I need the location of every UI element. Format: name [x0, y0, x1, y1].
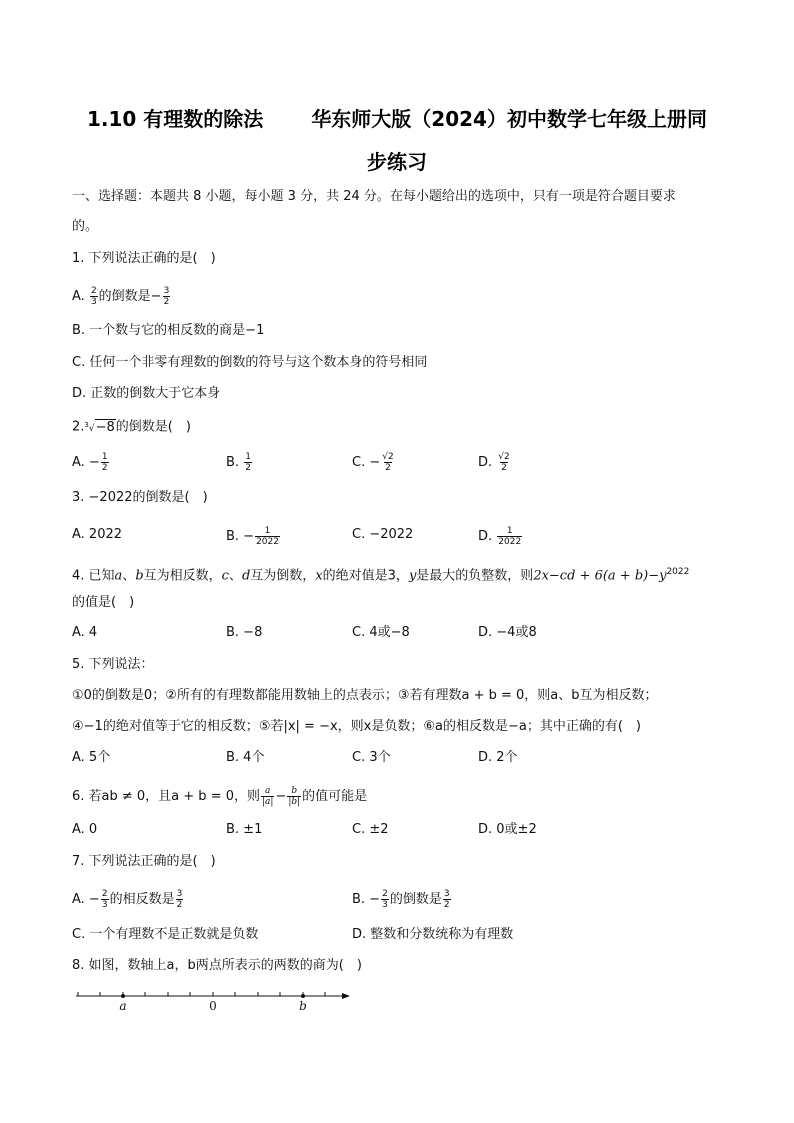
question-1-option-d: D. 正数的倒数大于它本身 — [72, 386, 221, 401]
question-2-option-c — [352, 452, 396, 473]
fraction — [497, 526, 522, 547]
root-index: 3 — [84, 421, 89, 429]
fraction — [176, 889, 184, 910]
question-6-option-b: B. ±1 — [226, 822, 263, 837]
question-text: 的绝对值是3， — [322, 568, 409, 584]
fraction — [497, 452, 510, 473]
numerator: 3 — [163, 286, 170, 296]
fraction — [255, 526, 280, 547]
denominator: 2 — [443, 900, 450, 910]
question-7-option-c: C. 一个有理数不是正数就是负数 — [72, 927, 259, 942]
fraction — [90, 286, 98, 307]
exponent: 2022 — [666, 567, 690, 577]
numerator: 1 — [101, 452, 108, 462]
radicand: −8 — [95, 420, 115, 435]
option-text: 的倒数是 — [389, 892, 442, 907]
question-text: 的值可能是 — [302, 789, 368, 804]
option-label: D. — [478, 529, 497, 544]
fraction — [101, 889, 109, 910]
question-text: 互为相反数， — [143, 568, 222, 584]
question-7-option-d: D. 整数和分数统称为有理数 — [352, 927, 514, 942]
option-text: 的倒数是− — [98, 289, 162, 304]
number-line-figure — [72, 986, 362, 1016]
minus-sign: − — [275, 789, 287, 804]
denominator: 3 — [90, 297, 97, 307]
denominator: 2022 — [498, 537, 522, 547]
denominator: 2 — [245, 463, 251, 473]
page-title-continued: 步练习 — [367, 150, 427, 174]
question-text: 互为倒数， — [250, 568, 316, 584]
question-1-option-b: B. 一个数与它的相反数的商是−1 — [72, 323, 265, 338]
option-label: B. — [226, 455, 244, 470]
question-5-statements-2: ④−1的绝对值等于它的相反数；⑤若|x| = −x，则x是负数；⑥a的相反数是−a；其中正确的有( ) — [72, 719, 641, 734]
numerator: √2 — [498, 452, 510, 462]
numerator: 3 — [443, 889, 450, 899]
number-line-ticks — [78, 992, 325, 996]
question-5-option-c: C. 3个 — [352, 750, 391, 765]
option-text: 的相反数是 — [109, 892, 175, 907]
question-3-option-c: C. −2022 — [352, 527, 414, 542]
variable: b — [135, 568, 144, 584]
numerator: a — [265, 786, 271, 796]
fraction — [381, 889, 389, 910]
numerator: 2 — [382, 889, 388, 899]
question-6-option-c: C. ±2 — [352, 822, 389, 837]
denominator: 2 — [385, 463, 391, 473]
point-b — [301, 994, 305, 998]
question-5-statements-1: ①0的倒数是0；②所有的有理数都能用数轴上的点表示；③若有理数a + b = 0，则a、b互为相反数； — [72, 688, 658, 703]
fraction — [443, 889, 451, 910]
denominator: 3 — [382, 900, 388, 910]
question-text: 4. 已知 — [72, 568, 115, 584]
question-text: 6. 若ab ≠ 0，且a + b = 0，则 — [72, 789, 260, 804]
numerator: √2 — [382, 452, 394, 462]
question-3-option-d — [478, 526, 523, 547]
question-7-stem: 7. 下列说法正确的是( ) — [72, 854, 216, 869]
numerator: 3 — [176, 889, 183, 899]
question-5-stem: 5. 下列说法： — [72, 657, 154, 672]
variable: a — [114, 568, 123, 584]
variable: d — [241, 568, 251, 584]
numerator: 1 — [245, 452, 251, 462]
question-5-option-d: D. 2个 — [478, 750, 518, 765]
title-topic: 1.10 有理数的除法 — [87, 107, 264, 131]
numerator: 2 — [101, 889, 108, 899]
number-line-arrow — [342, 993, 350, 999]
question-6-option-d: D. 0或±2 — [478, 822, 537, 837]
fraction — [101, 452, 109, 473]
label-b: b — [299, 999, 307, 1013]
question-5-option-b: B. 4个 — [226, 750, 265, 765]
option-label: D. — [478, 455, 497, 470]
question-1-stem: 1. 下列说法正确的是( ) — [72, 251, 216, 266]
question-6-stem — [72, 786, 367, 807]
option-label: A. − — [72, 455, 100, 470]
variable: c — [221, 568, 229, 584]
denominator: |a| — [262, 797, 274, 807]
question-2-stem — [72, 416, 191, 438]
question-text: 、 — [122, 568, 136, 584]
fraction — [261, 786, 274, 807]
cube-root: $^3$√−8 — [84, 420, 115, 435]
radicand: 2 — [387, 452, 394, 462]
question-6-option-a: A. 0 — [72, 822, 98, 837]
question-4-option-d: D. −4或8 — [478, 625, 537, 640]
question-4-option-a: A. 4 — [72, 625, 98, 640]
question-3-option-b — [226, 526, 281, 547]
option-label: B. − — [352, 892, 381, 907]
fraction — [381, 452, 394, 473]
question-8-stem: 8. 如图，数轴上a，b两点所表示的两数的商为( ) — [72, 958, 362, 973]
question-3-stem: 3. −2022的倒数是( ) — [72, 490, 208, 505]
denominator: |b| — [288, 797, 301, 807]
numerator: 1 — [264, 526, 271, 536]
option-label: C. − — [352, 455, 381, 470]
option-label: B. − — [226, 529, 255, 544]
denominator: 2022 — [256, 537, 279, 547]
variable: y — [408, 568, 417, 584]
numerator: b — [291, 786, 298, 796]
question-text: 的倒数是( ) — [115, 419, 191, 435]
question-3-option-a: A. 2022 — [72, 527, 123, 542]
math-expression: 2x−cd + 6(a + b)−y — [533, 568, 667, 584]
denominator: 2 — [163, 297, 170, 307]
point-a — [121, 994, 125, 998]
question-5-option-a: A. 5个 — [72, 750, 111, 765]
question-4-option-b: B. −8 — [226, 625, 263, 640]
numerator: 2 — [90, 286, 97, 296]
question-2-option-d — [478, 452, 512, 473]
numerator: 1 — [506, 526, 513, 536]
page-title — [60, 103, 734, 132]
fraction — [287, 786, 301, 807]
radicand: 2 — [504, 452, 510, 462]
variable: x — [315, 568, 323, 584]
question-7-option-a — [72, 889, 184, 910]
question-1-option-c: C. 任何一个非零有理数的倒数的符号与这个数本身的符号相同 — [72, 355, 428, 370]
question-text: 、 — [228, 568, 242, 584]
section-instructions: 一、选择题：本题共 8 小题，每小题 3 分，共 24 分。在每小题给出的选项中，只有一项是符合题目要求 — [72, 189, 676, 204]
label-a: a — [119, 999, 127, 1013]
option-label: A. − — [72, 892, 100, 907]
question-4-option-c: C. 4或−8 — [352, 625, 410, 640]
question-1-option-a — [72, 286, 171, 307]
question-text: 是最大的负整数，则 — [416, 568, 534, 584]
fraction — [163, 286, 171, 307]
question-4-stem-continued: 的值是( ) — [72, 595, 135, 610]
denominator: 2 — [176, 900, 183, 910]
denominator: 2 — [101, 463, 108, 473]
option-label: A. — [72, 289, 89, 304]
denominator: 2 — [501, 463, 507, 473]
question-2-option-a — [72, 452, 110, 473]
section-instructions-continued: 的。 — [72, 219, 99, 234]
question-4-stem — [72, 563, 689, 585]
denominator: 3 — [101, 900, 108, 910]
title-textbook: 华东师大版（2024）初中数学七年级上册同 — [311, 107, 707, 131]
label-zero: 0 — [209, 999, 217, 1013]
question-7-option-b — [352, 889, 452, 910]
question-number: 2. — [72, 419, 85, 435]
fraction — [244, 452, 252, 473]
question-2-option-b — [226, 452, 253, 473]
